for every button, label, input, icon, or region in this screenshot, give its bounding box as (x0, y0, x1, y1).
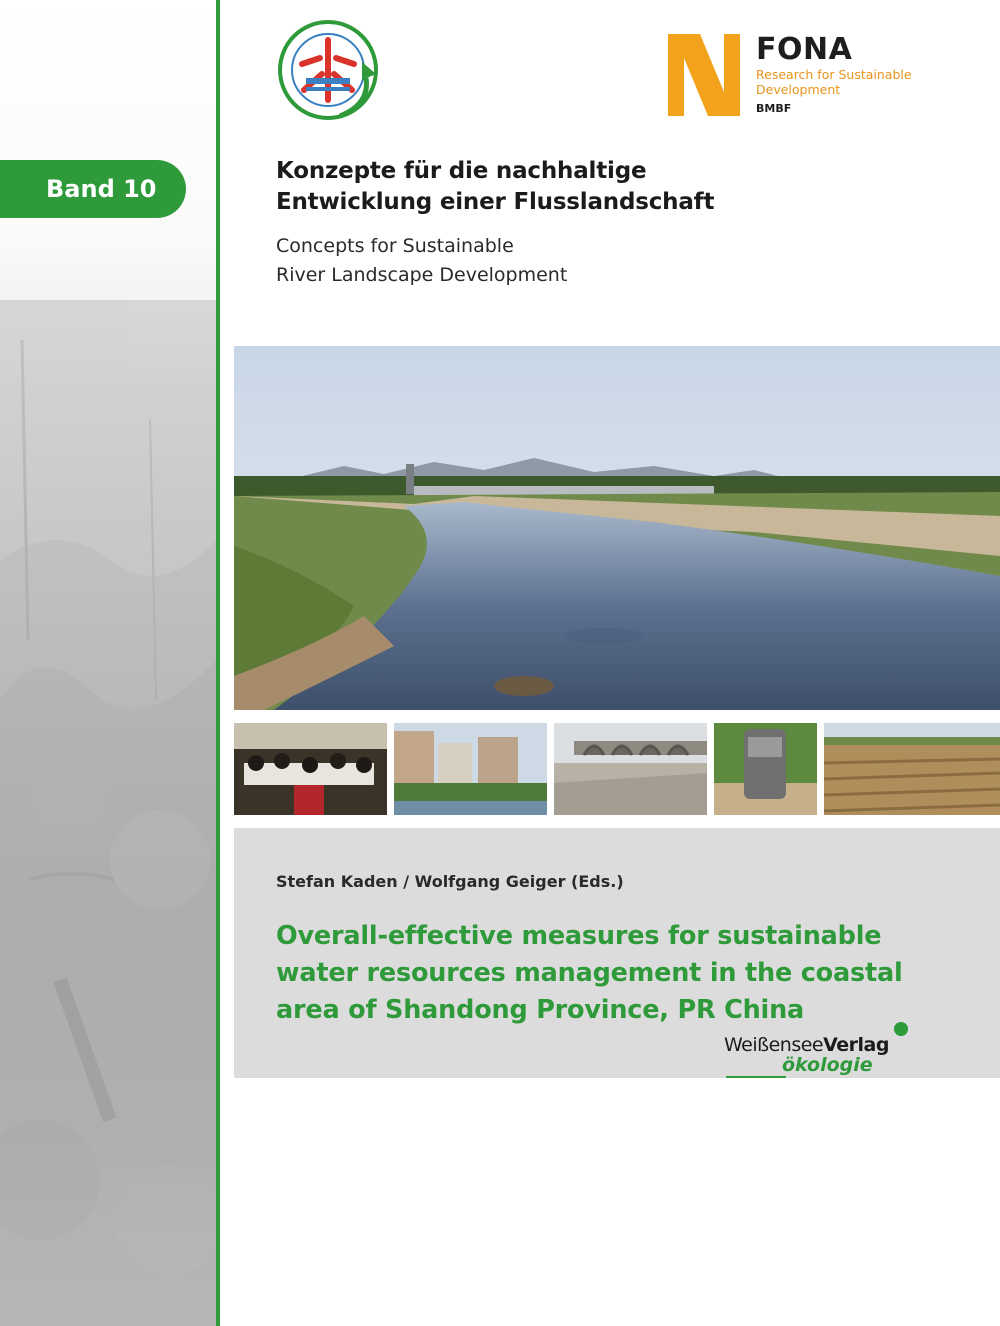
urban-park-photo-illustration (394, 723, 547, 815)
publisher-dot-icon (894, 1022, 908, 1036)
water-resources-logo (270, 18, 394, 122)
thumbnail-stone-bridge (554, 723, 707, 815)
publisher-name-bold: Verlag (823, 1034, 889, 1056)
german-title-line1: Konzepte für die nachhaltige (276, 158, 647, 184)
book-title (276, 918, 966, 1029)
water-resources-logo-icon (270, 18, 394, 122)
fona-subtitle-line2: Development (756, 82, 841, 97)
publisher-imprint: ökologie (782, 1054, 873, 1076)
thumbnail-meeting (234, 723, 387, 815)
water-sensor-photo-illustration (714, 723, 817, 815)
river-photo-illustration (234, 346, 1000, 710)
stone-bridge-photo-illustration (554, 723, 707, 815)
editors: Stefan Kaden / Wolfgang Geiger (Eds.) (276, 872, 624, 891)
green-divider-rule (216, 0, 220, 1326)
book-title-line3: area of Shandong Province, PR China (276, 995, 805, 1025)
thumbnail-water-sensor (714, 723, 817, 815)
german-title-line2: Entwicklung einer Flusslandschaft (276, 189, 715, 215)
english-title-line2: River Landscape Development (276, 264, 568, 286)
english-title-line1: Concepts for Sustainable (276, 235, 514, 257)
band-label: Band 10 (46, 175, 157, 203)
publisher-underline (726, 1076, 786, 1078)
fona-logo (668, 34, 928, 124)
band-tab (0, 160, 186, 218)
fona-ministry: BMBF (756, 102, 792, 115)
fona-title: FONA (756, 32, 853, 67)
thumbnail-wheat-field (824, 723, 1000, 815)
book-title-line1: Overall-effective measures for sustainable (276, 921, 882, 951)
wheat-field-photo-illustration (824, 723, 1000, 815)
river-landscape-photo (234, 346, 1000, 710)
fona-subtitle-line1: Research for Sustainable (756, 67, 912, 82)
german-series-title (276, 156, 796, 218)
book-title-line2: water resources management in the coastal (276, 958, 903, 988)
english-series-title (276, 232, 796, 290)
publisher-name-regular: Weißensee (724, 1034, 824, 1056)
meeting-photo-illustration (234, 723, 387, 815)
thumbnail-urban-park (394, 723, 547, 815)
fona-n-mark-icon (668, 34, 740, 116)
publisher-name (724, 1034, 889, 1056)
